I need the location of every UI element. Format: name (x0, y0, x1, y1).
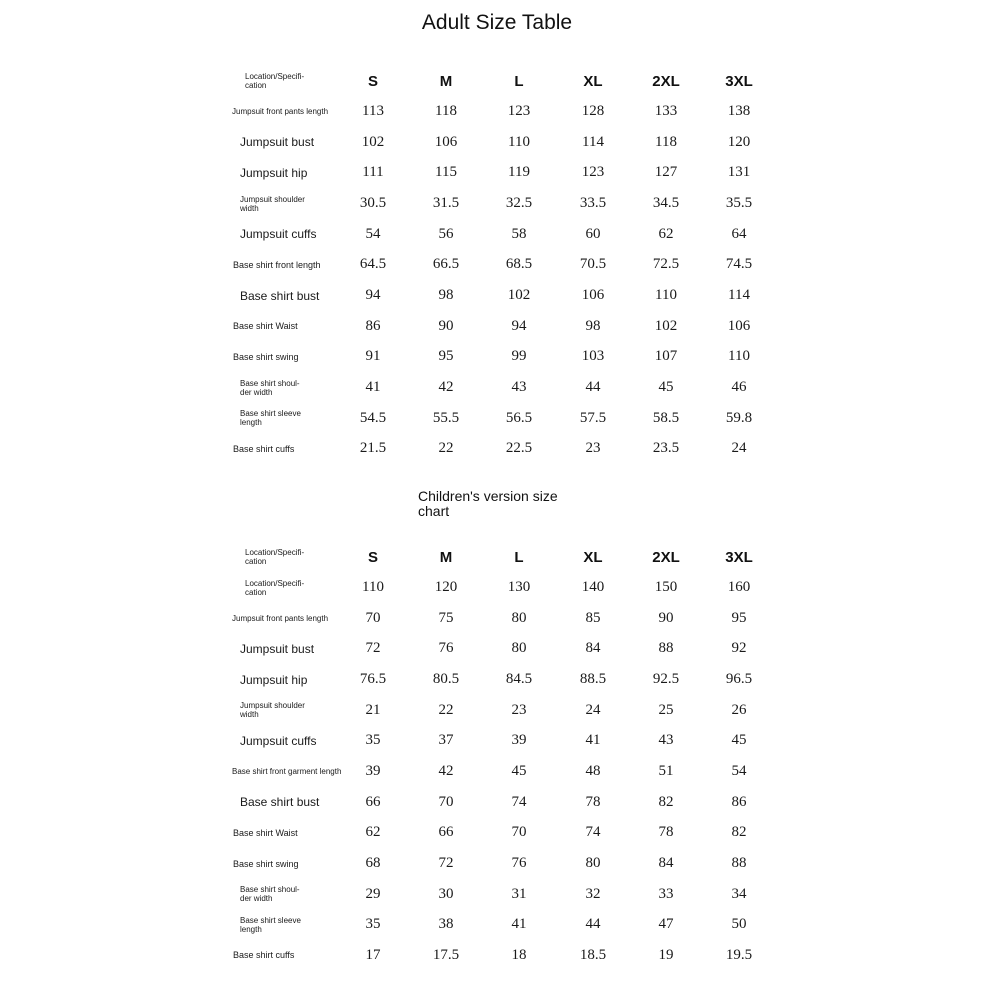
table-cell: 54 (365, 225, 381, 242)
row-label: Base shirt sleeve length (240, 409, 301, 428)
table-row (0, 342, 1000, 372)
table-row (0, 311, 1000, 341)
table-cell: 88.5 (579, 671, 607, 688)
table-cell: 46 (731, 379, 747, 395)
table-cell: 23 (511, 701, 527, 718)
table-row (0, 818, 1000, 848)
table-cell: 56.5 (505, 409, 533, 426)
table-cell: 32.5 (505, 195, 533, 212)
size-header-2xl: 2XL (652, 548, 680, 566)
table-cell: 76.5 (359, 671, 387, 688)
children-table-title: Children's version size chart (418, 488, 558, 519)
table-cell: 74.5 (725, 256, 753, 273)
table-cell: 110 (728, 348, 750, 365)
row-label: Base shirt Waist (233, 827, 298, 838)
table-cell: 57.5 (579, 409, 607, 426)
table-cell: 98 (438, 287, 454, 303)
table-cell: 84 (585, 640, 601, 657)
table-row (0, 940, 1000, 970)
table-row (0, 403, 1000, 433)
table-cell: 37 (438, 732, 454, 749)
row-label: Base shirt bust (240, 795, 320, 810)
table-cell: 45 (731, 732, 747, 749)
table-cell: 86 (731, 793, 747, 810)
table-cell: 26 (731, 701, 747, 718)
table-cell: 84.5 (505, 671, 533, 688)
table-cell: 22 (438, 440, 454, 457)
table-cell: 78 (658, 824, 674, 841)
table-cell: 42 (438, 379, 454, 395)
table-row (0, 573, 1000, 603)
table-cell: 114 (728, 287, 750, 303)
row-label: Jumpsuit cuffs (240, 733, 317, 748)
table-row (0, 97, 1000, 127)
table-cell: 80.5 (432, 671, 460, 688)
size-header-xl: XL (583, 548, 603, 566)
table-row (0, 127, 1000, 157)
table-row (0, 634, 1000, 664)
row-label: Base shirt swing (233, 858, 299, 869)
table-cell: 56 (438, 225, 454, 242)
row-label: Base shirt cuffs (233, 950, 295, 961)
table-cell: 95 (438, 348, 454, 365)
table-cell: 48 (585, 763, 601, 779)
table-cell: 41 (365, 379, 381, 395)
table-row (0, 726, 1000, 756)
table-row (0, 219, 1000, 249)
table-cell: 90 (658, 609, 674, 626)
row-label: Location/Specifi- cation (245, 578, 305, 597)
row-label: Jumpsuit front pants length (232, 613, 329, 623)
table-row (0, 250, 1000, 280)
table-cell: 88 (658, 640, 674, 657)
row-label: Jumpsuit bust (240, 641, 315, 656)
table-cell: 110 (508, 133, 530, 150)
table-cell: 17.5 (432, 946, 460, 963)
table-row (0, 695, 1000, 725)
table-row (0, 281, 1000, 311)
table-cell: 102 (654, 317, 678, 334)
table-cell: 78 (585, 793, 601, 810)
table-row (0, 849, 1000, 879)
table-cell: 70 (438, 793, 454, 810)
table-cell: 120 (434, 579, 458, 596)
table-cell: 86 (365, 317, 381, 334)
table-cell: 74 (585, 824, 601, 841)
table-cell: 82 (731, 824, 747, 841)
table-cell: 119 (508, 164, 530, 181)
row-label: Base shirt sleeve length (240, 915, 301, 934)
table-cell: 44 (585, 379, 601, 395)
row-label: Base shirt front garment length (232, 767, 342, 776)
table-cell: 21.5 (359, 440, 387, 457)
table-cell: 113 (362, 103, 384, 120)
table-cell: 138 (727, 103, 751, 120)
table-cell: 18.5 (579, 946, 607, 963)
table-cell: 66 (438, 824, 454, 841)
row-label: Base shirt shoul- der width (240, 378, 300, 397)
table-row (0, 787, 1000, 817)
size-header-m: M (439, 72, 453, 90)
table-cell: 106 (581, 287, 605, 303)
table-cell: 127 (654, 164, 678, 181)
header-label: Location/Specifi- cation (245, 72, 305, 90)
header-row (0, 542, 1000, 572)
table-cell: 31 (511, 885, 527, 902)
table-cell: 74 (511, 793, 527, 810)
table-cell: 95 (731, 609, 747, 626)
table-cell: 51 (658, 763, 674, 779)
table-cell: 92.5 (652, 671, 680, 688)
table-cell: 123 (581, 164, 605, 181)
table-cell: 58 (511, 225, 527, 242)
table-cell: 91 (365, 348, 381, 365)
table-cell: 131 (727, 164, 751, 181)
table-cell: 84 (658, 855, 674, 871)
table-cell: 96.5 (725, 671, 753, 688)
table-cell: 133 (654, 103, 678, 120)
table-cell: 19.5 (725, 946, 753, 963)
table-cell: 35 (365, 732, 381, 749)
table-cell: 80 (585, 855, 601, 871)
table-row (0, 434, 1000, 464)
row-label: Jumpsuit hip (240, 672, 308, 687)
table-cell: 38 (438, 916, 454, 933)
table-cell: 62 (658, 225, 674, 242)
table-cell: 82 (658, 793, 674, 810)
table-cell: 150 (654, 579, 678, 596)
table-cell: 140 (581, 579, 605, 596)
table-row (0, 665, 1000, 695)
table-cell: 85 (585, 609, 601, 626)
table-cell: 42 (438, 763, 454, 779)
table-cell: 41 (511, 916, 527, 933)
table-cell: 90 (438, 317, 454, 334)
size-header-3xl: 3XL (725, 72, 753, 90)
table-cell: 30.5 (359, 195, 387, 212)
table-cell: 76 (438, 640, 454, 657)
table-row (0, 373, 1000, 403)
table-cell: 34.5 (652, 195, 680, 212)
table-row (0, 757, 1000, 787)
table-cell: 94 (511, 317, 527, 334)
table-cell: 103 (581, 348, 605, 365)
table-cell: 102 (507, 287, 531, 303)
table-cell: 22 (438, 701, 454, 718)
table-cell: 31.5 (432, 195, 460, 212)
table-cell: 60 (585, 225, 601, 242)
table-cell: 32 (585, 885, 601, 902)
size-header-l: L (514, 548, 524, 566)
table-cell: 160 (727, 579, 751, 596)
row-label: Base shirt swing (233, 351, 299, 362)
table-cell: 72 (438, 855, 454, 871)
row-label: Base shirt Waist (233, 321, 298, 332)
row-label: Jumpsuit front pants length (232, 107, 329, 117)
row-label: Base shirt cuffs (233, 443, 295, 454)
row-label: Jumpsuit shoulder width (240, 194, 305, 213)
table-cell: 80 (511, 640, 527, 657)
table-cell: 43 (658, 732, 674, 749)
table-cell: 76 (511, 855, 527, 871)
row-label: Jumpsuit bust (240, 135, 315, 150)
table-cell: 25 (658, 701, 674, 718)
table-cell: 128 (581, 103, 605, 120)
table-cell: 29 (365, 885, 381, 902)
table-cell: 94 (365, 287, 381, 303)
table-cell: 21 (365, 701, 381, 718)
table-cell: 54.5 (359, 409, 387, 426)
row-label: Jumpsuit shoulder width (240, 701, 305, 720)
table-row (0, 189, 1000, 219)
table-cell: 18 (511, 946, 527, 963)
table-cell: 118 (655, 133, 677, 150)
table-row (0, 158, 1000, 188)
size-header-s: S (367, 548, 378, 566)
row-label: Base shirt bust (240, 288, 320, 303)
row-label: Jumpsuit cuffs (240, 227, 317, 242)
table-cell: 35 (365, 916, 381, 933)
table-cell: 50 (731, 916, 747, 933)
header-row (0, 66, 1000, 96)
table-cell: 24 (585, 701, 601, 718)
size-header-s: S (367, 72, 378, 90)
table-cell: 23 (585, 440, 601, 457)
table-cell: 47 (658, 916, 674, 933)
table-cell: 45 (658, 379, 674, 395)
table-cell: 123 (507, 103, 531, 120)
row-label: Base shirt shoul- der width (240, 885, 300, 904)
table-cell: 66.5 (432, 256, 460, 273)
table-cell: 41 (585, 732, 601, 749)
table-cell: 66 (365, 793, 381, 810)
table-cell: 64.5 (359, 256, 387, 273)
table-cell: 62 (365, 824, 381, 841)
table-cell: 33.5 (579, 195, 607, 212)
table-cell: 120 (727, 133, 751, 150)
table-cell: 110 (655, 287, 677, 303)
table-cell: 72.5 (652, 256, 680, 273)
size-header-l: L (514, 72, 524, 90)
table-cell: 39 (365, 763, 381, 779)
table-cell: 75 (438, 609, 454, 626)
table-cell: 88 (731, 855, 747, 871)
size-header-2xl: 2XL (652, 72, 680, 90)
table-cell: 106 (434, 133, 458, 150)
table-cell: 99 (511, 348, 527, 365)
table-cell: 30 (438, 885, 454, 902)
table-cell: 110 (362, 579, 384, 596)
table-cell: 22.5 (505, 440, 533, 457)
table-cell: 114 (582, 133, 604, 150)
table-cell: 68 (365, 855, 381, 871)
table-cell: 19 (658, 946, 674, 963)
size-header-3xl: 3XL (725, 548, 753, 566)
table-cell: 54 (731, 763, 747, 779)
table-cell: 45 (511, 763, 527, 779)
table-cell: 23.5 (652, 440, 680, 457)
row-label: Jumpsuit hip (240, 165, 308, 180)
table-cell: 118 (435, 103, 457, 120)
table-cell: 107 (654, 348, 678, 365)
table-cell: 58.5 (652, 409, 680, 426)
table-cell: 39 (511, 732, 527, 749)
adult-table-title: Adult Size Table (421, 11, 573, 34)
table-cell: 64 (731, 225, 747, 242)
table-cell: 35.5 (725, 195, 753, 212)
table-cell: 102 (361, 133, 385, 150)
table-cell: 70 (511, 824, 527, 841)
table-cell: 80 (511, 609, 527, 626)
table-cell: 92 (731, 640, 747, 657)
header-label: Location/Specifi- cation (245, 548, 305, 566)
table-cell: 17 (365, 946, 381, 963)
size-header-xl: XL (583, 72, 603, 90)
table-cell: 33 (658, 885, 674, 902)
table-cell: 24 (731, 440, 747, 457)
table-cell: 70 (365, 609, 381, 626)
row-label: Base shirt front length (233, 259, 321, 270)
table-row (0, 879, 1000, 909)
table-cell: 130 (507, 579, 531, 596)
table-cell: 115 (435, 164, 457, 181)
table-cell: 70.5 (579, 256, 607, 273)
table-row (0, 603, 1000, 633)
table-cell: 55.5 (432, 409, 460, 426)
table-cell: 34 (731, 885, 747, 902)
table-cell: 106 (727, 317, 751, 334)
table-cell: 59.8 (725, 409, 753, 426)
table-cell: 68.5 (505, 256, 533, 273)
table-cell: 98 (585, 317, 601, 334)
table-cell: 43 (511, 379, 527, 395)
table-cell: 44 (585, 916, 601, 933)
table-row (0, 910, 1000, 940)
size-header-m: M (439, 548, 453, 566)
table-cell: 111 (362, 164, 384, 181)
table-cell: 72 (365, 640, 381, 657)
